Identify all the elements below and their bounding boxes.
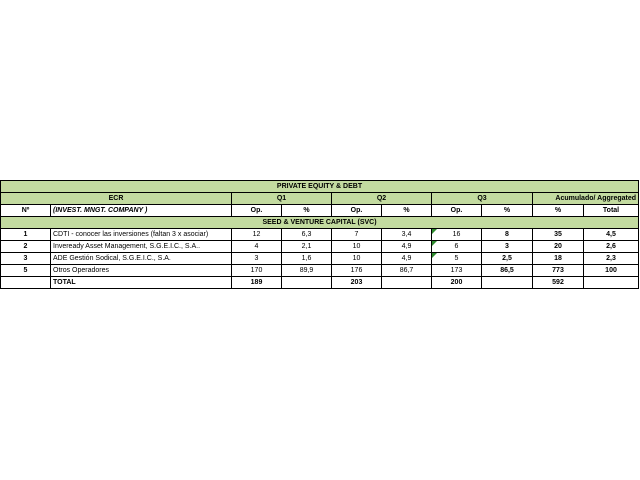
totals-acum-pct: 592 (533, 277, 584, 289)
header-q1-pct: % (282, 205, 332, 217)
totals-empty-cell (282, 277, 332, 289)
header-q1: Q1 (232, 193, 332, 205)
row-q2-op: 10 (332, 253, 382, 265)
section-row (1, 217, 639, 229)
row-q3-op: 6 (432, 241, 482, 253)
row-total: 100 (584, 265, 639, 277)
row-num: 5 (1, 265, 51, 277)
private-equity-table (0, 180, 639, 289)
row-total: 2,6 (584, 241, 639, 253)
row-num: 1 (1, 229, 51, 241)
row-q2-pct: 3,4 (382, 229, 432, 241)
header-q3-pct: % (482, 205, 533, 217)
header-ecr: ECR (1, 193, 232, 205)
table-title: PRIVATE EQUITY & DEBT (1, 181, 639, 193)
row-total: 4,5 (584, 229, 639, 241)
row-q3-op: 5 (432, 253, 482, 265)
totals-empty-cell (584, 277, 639, 289)
table-row (1, 265, 639, 277)
row-num: 3 (1, 253, 51, 265)
row-q2-pct: 4,9 (382, 253, 432, 265)
row-q1-op: 12 (232, 229, 282, 241)
row-q2-pct: 86,7 (382, 265, 432, 277)
row-q1-op: 3 (232, 253, 282, 265)
sub-header-row (1, 205, 639, 217)
totals-q3-op: 200 (432, 277, 482, 289)
row-q1-pct: 6,3 (282, 229, 332, 241)
table-row (1, 229, 639, 241)
header-num: Nº (1, 205, 51, 217)
row-q2-op: 10 (332, 241, 382, 253)
totals-empty-cell (482, 277, 533, 289)
header-q2: Q2 (332, 193, 432, 205)
group-header-row (1, 193, 639, 205)
row-q2-op: 176 (332, 265, 382, 277)
header-q2-pct: % (382, 205, 432, 217)
row-company: Inveready Asset Management, S.G.E.I.C., S.A.. (51, 241, 232, 253)
table-row (1, 241, 639, 253)
row-num: 2 (1, 241, 51, 253)
row-q3-op: 173 (432, 265, 482, 277)
row-q1-op: 4 (232, 241, 282, 253)
header-total: Total (584, 205, 639, 217)
row-q2-op: 7 (332, 229, 382, 241)
section-title: SEED & VENTURE CAPITAL (SVC) (1, 217, 639, 229)
row-q2-pct: 4,9 (382, 241, 432, 253)
row-acum-pct: 773 (533, 265, 584, 277)
row-acum-pct: 20 (533, 241, 584, 253)
row-company: Otros Operadores (51, 265, 232, 277)
row-q1-op: 170 (232, 265, 282, 277)
row-acum-pct: 35 (533, 229, 584, 241)
row-total: 2,3 (584, 253, 639, 265)
title-row (1, 181, 639, 193)
row-q3-pct: 86,5 (482, 265, 533, 277)
totals-q2-op: 203 (332, 277, 382, 289)
header-q3-op: Op. (432, 205, 482, 217)
row-q1-pct: 89,9 (282, 265, 332, 277)
row-q3-pct: 8 (482, 229, 533, 241)
header-company: (INVEST. MNGT. COMPANY ) (51, 205, 232, 217)
header-acum-pct: % (533, 205, 584, 217)
totals-empty-cell (382, 277, 432, 289)
row-acum-pct: 18 (533, 253, 584, 265)
row-q3-op: 16 (432, 229, 482, 241)
header-acumulado: Acumulado/ Aggregated (533, 193, 639, 205)
row-q1-pct: 2,1 (282, 241, 332, 253)
row-company: CDTI - conocer las inversiones (faltan 3 x asociar) (51, 229, 232, 241)
totals-empty-cell (1, 277, 51, 289)
row-q1-pct: 1,6 (282, 253, 332, 265)
row-q3-pct: 3 (482, 241, 533, 253)
totals-label: TOTAL (51, 277, 232, 289)
row-company: ADE Gestión Sodical, S.G.E.I.C., S.A. (51, 253, 232, 265)
header-q2-op: Op. (332, 205, 382, 217)
totals-row (1, 277, 639, 289)
table-row (1, 253, 639, 265)
row-q3-pct: 2,5 (482, 253, 533, 265)
header-q3: Q3 (432, 193, 533, 205)
header-q1-op: Op. (232, 205, 282, 217)
totals-q1-op: 189 (232, 277, 282, 289)
